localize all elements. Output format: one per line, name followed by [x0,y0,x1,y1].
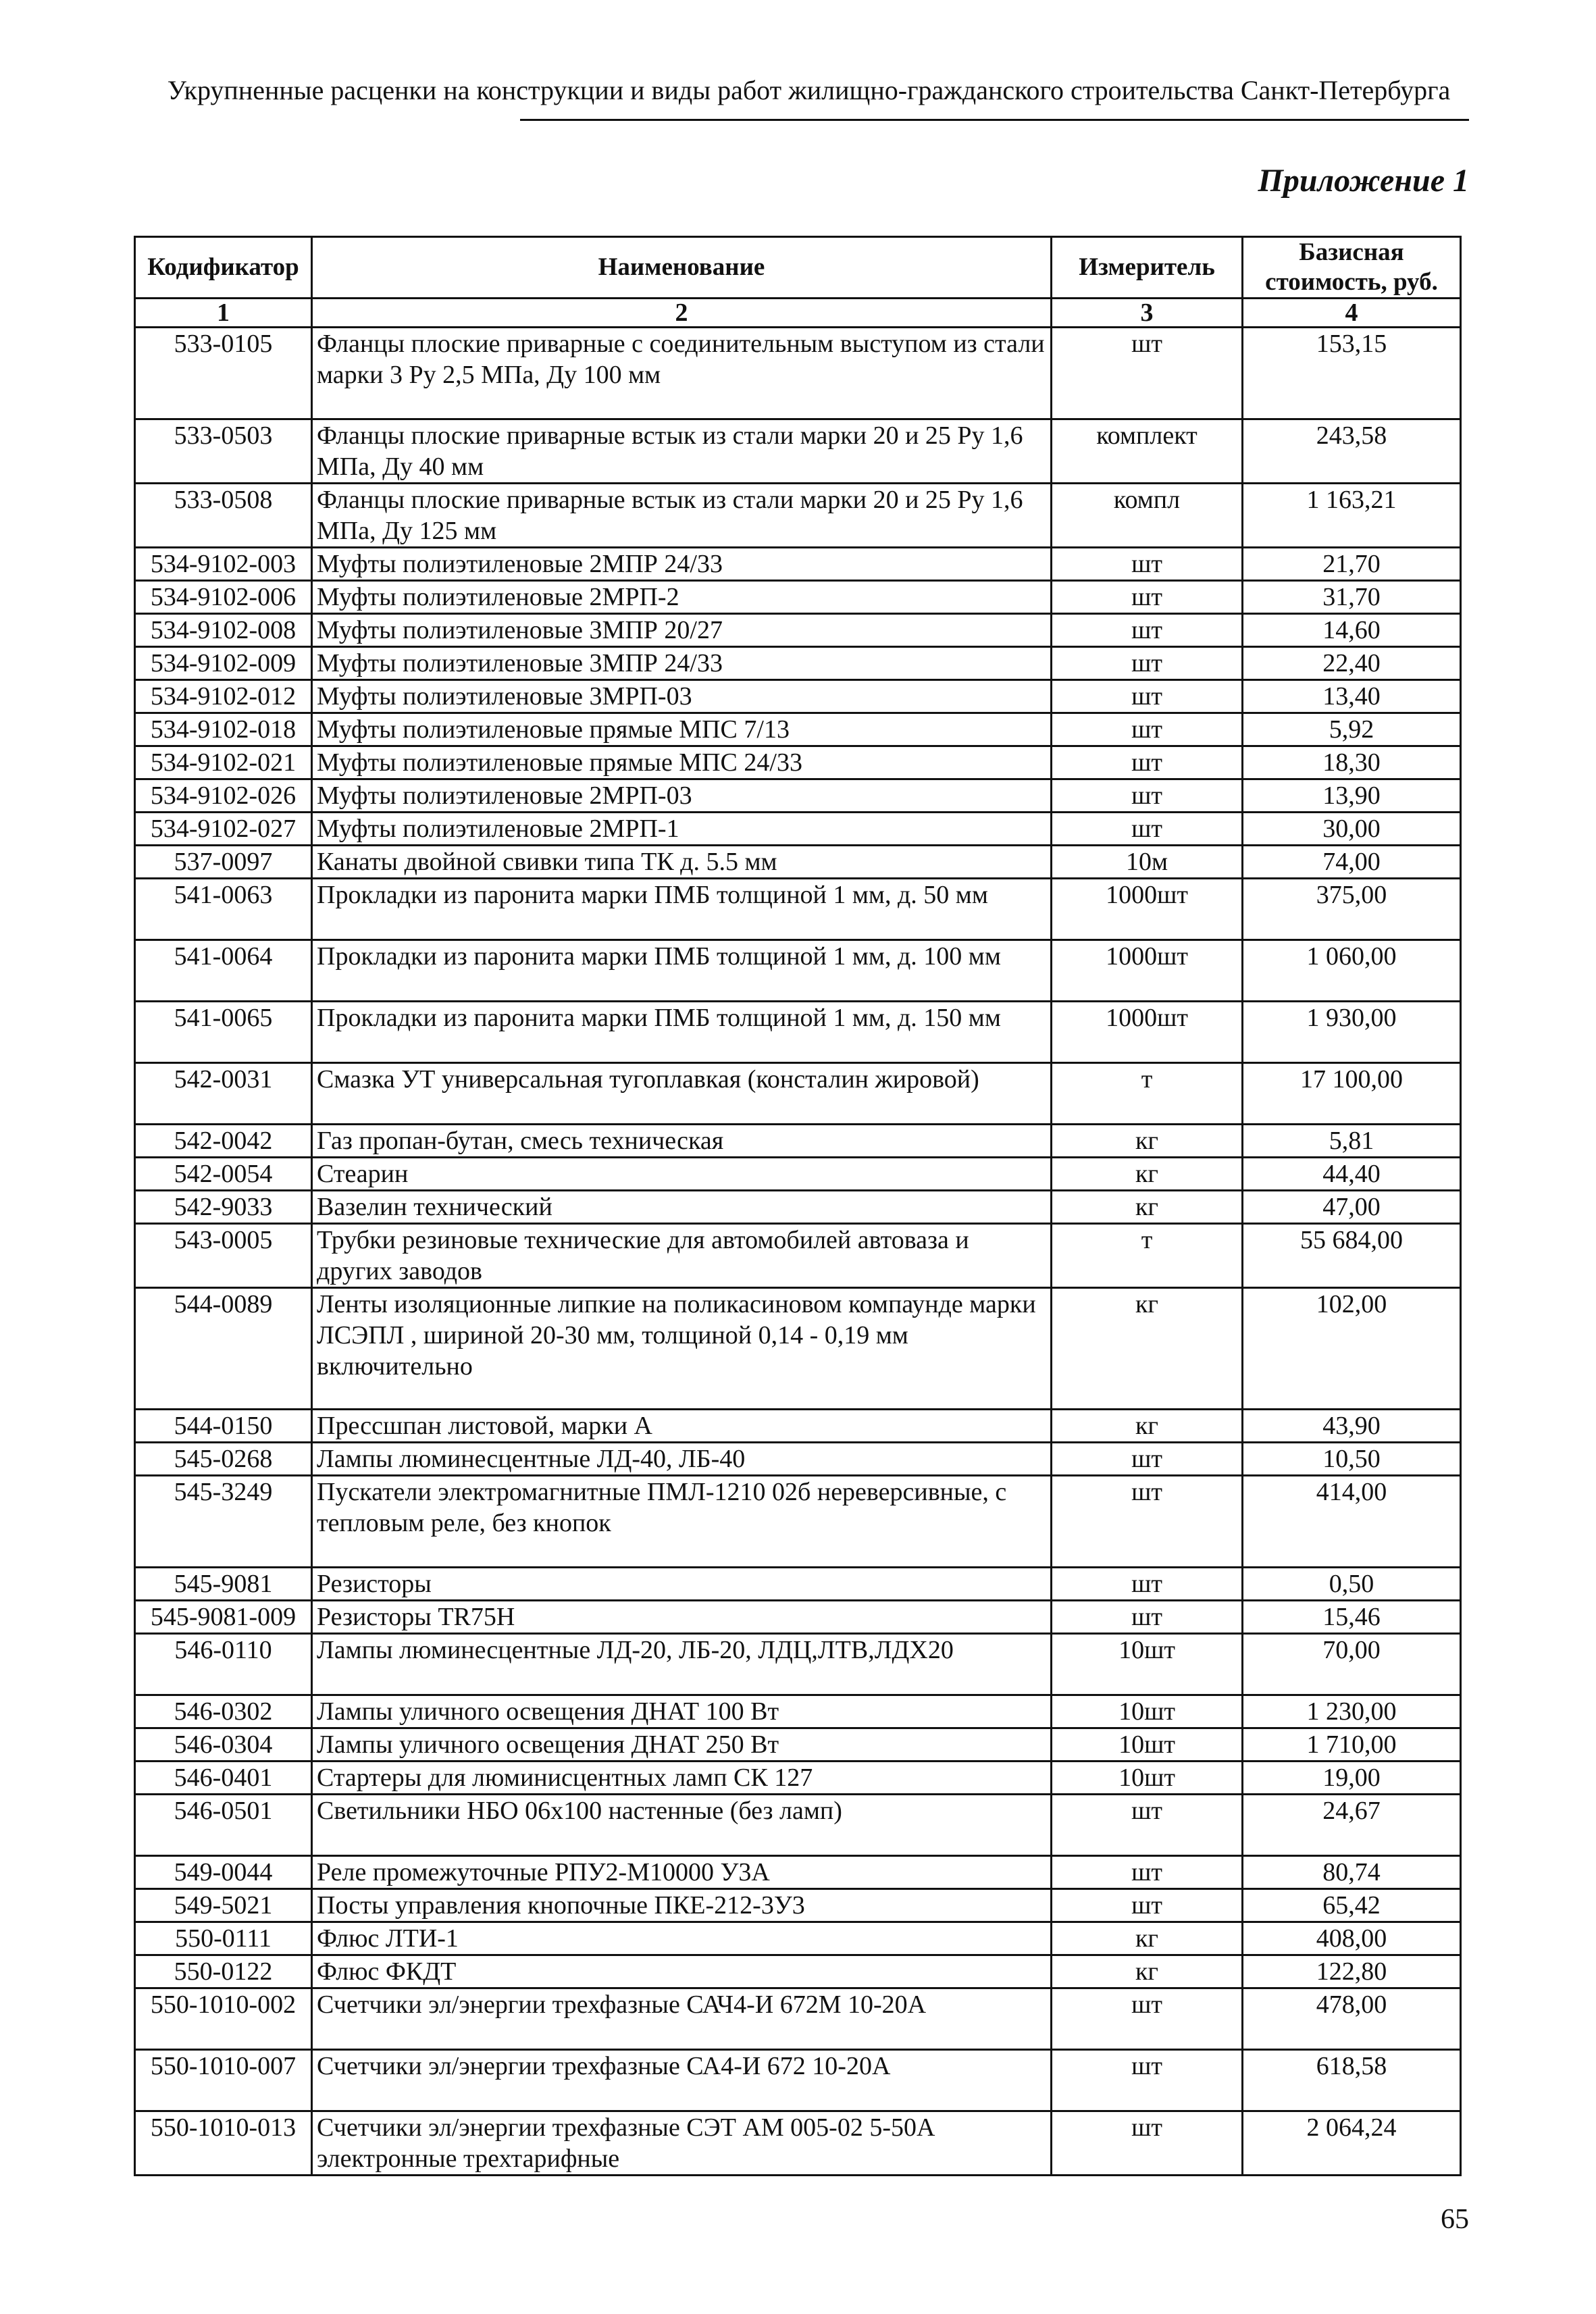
row-code: 550-0122 [135,1955,312,1988]
row-code: 550-0111 [135,1922,312,1955]
table-row [135,419,1461,484]
row-price: 31,70 [1243,581,1461,614]
row-name: Муфты полиэтиленовые 3МРП-03 [312,680,1052,713]
row-name: Ленты изоляционные липкие на поликасиновом компаунде марки ЛСЭПЛ , шириной 20-30 мм, толщиной 0,14 - 0,19 мм включительно [312,1288,1052,1410]
row-price: 1 230,00 [1243,1695,1461,1728]
table-row [135,1125,1461,1158]
row-unit: шт [1052,1443,1243,1476]
row-name: Прокладки из паронита марки ПМБ толщиной 1 мм, д. 150 мм [312,1002,1052,1063]
row-code: 546-0304 [135,1728,312,1762]
row-name: Муфты полиэтиленовые 2МРП-2 [312,581,1052,614]
row-unit: 1000шт [1052,940,1243,1002]
row-unit: кг [1052,1922,1243,1955]
row-price: 18,30 [1243,746,1461,779]
row-price: 47,00 [1243,1191,1461,1224]
row-price: 1 930,00 [1243,1002,1461,1063]
row-name: Муфты полиэтиленовые 2МРП-03 [312,779,1052,813]
price-table [134,236,1462,2176]
row-name: Резисторы TR75H [312,1601,1052,1634]
row-name: Газ пропан-бутан, смесь техническая [312,1125,1052,1158]
row-unit: кг [1052,1410,1243,1443]
row-unit: шт [1052,1856,1243,1889]
row-code: 542-9033 [135,1191,312,1224]
column-header-price: Базисная стоимость, руб. [1243,237,1461,299]
row-unit: шт [1052,813,1243,846]
row-unit: шт [1052,548,1243,581]
row-code: 533-0105 [135,328,312,419]
table-body [135,328,1461,2176]
row-price: 13,90 [1243,779,1461,813]
row-name: Трубки резиновые технические для автомобилей автоваза и других заводов [312,1224,1052,1288]
row-unit: кг [1052,1288,1243,1410]
row-unit: шт [1052,713,1243,746]
row-price: 408,00 [1243,1922,1461,1955]
row-price: 15,46 [1243,1601,1461,1634]
table-row [135,779,1461,813]
row-name: Лампы уличного освещения ДНАТ 250 Вт [312,1728,1052,1762]
row-name: Счетчики эл/энергии трехфазные СА4-И 672 10-20А [312,2050,1052,2111]
row-name: Прессшпан листовой, марки А [312,1410,1052,1443]
row-name: Стартеры для люминисцентных ламп СК 127 [312,1762,1052,1795]
row-name: Муфты полиэтиленовые 3МПР 24/33 [312,647,1052,680]
row-code: 545-9081-009 [135,1601,312,1634]
row-code: 542-0054 [135,1158,312,1191]
table-row [135,1288,1461,1410]
table-row [135,1889,1461,1922]
row-name: Лампы люминесцентные ЛД-20, ЛБ-20, ЛДЦ,ЛТВ,ЛДХ20 [312,1634,1052,1695]
row-code: 541-0065 [135,1002,312,1063]
row-unit: 10шт [1052,1634,1243,1695]
row-price: 618,58 [1243,2050,1461,2111]
row-code: 534-9102-008 [135,614,312,647]
row-name: Смазка УТ универсальная тугоплавкая (консталин жировой) [312,1063,1052,1125]
header-rule [520,119,1469,121]
row-unit: 10шт [1052,1695,1243,1728]
column-header-name: Наименование [312,237,1052,299]
row-name: Вазелин технический [312,1191,1052,1224]
row-price: 65,42 [1243,1889,1461,1922]
row-unit: т [1052,1224,1243,1288]
row-code: 533-0503 [135,419,312,484]
row-price: 414,00 [1243,1476,1461,1568]
row-price: 22,40 [1243,647,1461,680]
row-unit: т [1052,1063,1243,1125]
table-row [135,1601,1461,1634]
row-price: 0,50 [1243,1568,1461,1601]
row-unit: шт [1052,1795,1243,1856]
running-header: Укрупненные расценки на конструкции и виды работ жилищно-гражданского строительства Санкт-Петербурга [167,75,1451,105]
row-unit: шт [1052,2111,1243,2176]
row-name: Лампы уличного освещения ДНАТ 100 Вт [312,1695,1052,1728]
table-row [135,548,1461,581]
row-price: 478,00 [1243,1988,1461,2050]
table-row [135,1224,1461,1288]
row-name: Прокладки из паронита марки ПМБ толщиной 1 мм, д. 50 мм [312,879,1052,940]
table-row [135,713,1461,746]
table-row [135,1988,1461,2050]
row-price: 243,58 [1243,419,1461,484]
row-unit: 10м [1052,846,1243,879]
row-unit: шт [1052,779,1243,813]
row-unit: шт [1052,647,1243,680]
row-unit: кг [1052,1125,1243,1158]
row-code: 549-0044 [135,1856,312,1889]
table-row [135,1955,1461,1988]
table-row [135,581,1461,614]
row-unit: шт [1052,581,1243,614]
row-price: 5,92 [1243,713,1461,746]
row-name: Реле промежуточные РПУ2-М10000 У3А [312,1856,1052,1889]
row-code: 534-9102-027 [135,813,312,846]
row-name: Канаты двойной свивки типа ТК д. 5.5 мм [312,846,1052,879]
row-code: 546-0302 [135,1695,312,1728]
table-row [135,1410,1461,1443]
row-code: 541-0064 [135,940,312,1002]
row-code: 534-9102-021 [135,746,312,779]
row-code: 542-0031 [135,1063,312,1125]
table-row [135,614,1461,647]
column-number: 2 [312,299,1052,328]
row-price: 80,74 [1243,1856,1461,1889]
row-code: 550-1010-007 [135,2050,312,2111]
row-name: Посты управления кнопочные ПКЕ-212-3У3 [312,1889,1052,1922]
row-code: 549-5021 [135,1889,312,1922]
row-price: 10,50 [1243,1443,1461,1476]
row-price: 19,00 [1243,1762,1461,1795]
row-unit: 10шт [1052,1762,1243,1795]
row-name: Муфты полиэтиленовые прямые МПС 7/13 [312,713,1052,746]
row-name: Муфты полиэтиленовые 3МПР 20/27 [312,614,1052,647]
row-price: 122,80 [1243,1955,1461,1988]
row-code: 534-9102-012 [135,680,312,713]
row-name: Лампы люминесцентные ЛД-40, ЛБ-40 [312,1443,1052,1476]
row-price: 2 064,24 [1243,2111,1461,2176]
row-name: Фланцы плоские приварные встык из стали марки 20 и 25 Ру 1,6 МПа, Ду 125 мм [312,484,1052,548]
table-row [135,2111,1461,2176]
row-name: Флюс ЛТИ-1 [312,1922,1052,1955]
row-code: 541-0063 [135,879,312,940]
table-row [135,813,1461,846]
row-code: 546-0110 [135,1634,312,1695]
row-unit: 10шт [1052,1728,1243,1762]
row-name: Счетчики эл/энергии трехфазные САЧ4-И 672М 10-20А [312,1988,1052,2050]
row-name: Резисторы [312,1568,1052,1601]
table-row [135,1063,1461,1125]
row-unit: шт [1052,328,1243,419]
table-row [135,647,1461,680]
row-unit: кг [1052,1158,1243,1191]
row-price: 30,00 [1243,813,1461,846]
row-price: 1 710,00 [1243,1728,1461,1762]
table-row [135,1728,1461,1762]
row-name: Пускатели электромагнитные ПМЛ-1210 02б нереверсивные, с тепловым реле, без кнопок [312,1476,1052,1568]
row-price: 1 163,21 [1243,484,1461,548]
table-header-row [135,237,1461,299]
row-unit: компл [1052,484,1243,548]
row-code: 545-9081 [135,1568,312,1601]
table-row [135,846,1461,879]
table-row [135,1762,1461,1795]
row-unit: шт [1052,2050,1243,2111]
row-price: 14,60 [1243,614,1461,647]
table-row [135,879,1461,940]
row-unit: кг [1052,1955,1243,1988]
row-price: 13,40 [1243,680,1461,713]
column-number: 4 [1243,299,1461,328]
row-unit: кг [1052,1191,1243,1224]
row-price: 24,67 [1243,1795,1461,1856]
row-code: 545-0268 [135,1443,312,1476]
row-code: 546-0501 [135,1795,312,1856]
table-row [135,1568,1461,1601]
table-row [135,1922,1461,1955]
row-code: 544-0089 [135,1288,312,1410]
row-unit: шт [1052,614,1243,647]
row-unit: 1000шт [1052,879,1243,940]
row-unit: шт [1052,1568,1243,1601]
row-code: 533-0508 [135,484,312,548]
table-row [135,1856,1461,1889]
row-code: 537-0097 [135,846,312,879]
table-row [135,1158,1461,1191]
row-name: Флюс ФКДТ [312,1955,1052,1988]
row-price: 21,70 [1243,548,1461,581]
row-unit: шт [1052,746,1243,779]
row-price: 5,81 [1243,1125,1461,1158]
row-unit: комплект [1052,419,1243,484]
row-unit: шт [1052,1601,1243,1634]
row-code: 544-0150 [135,1410,312,1443]
row-price: 43,90 [1243,1410,1461,1443]
row-name: Муфты полиэтиленовые 2МРП-1 [312,813,1052,846]
table-row [135,484,1461,548]
table-row [135,1795,1461,1856]
row-name: Муфты полиэтиленовые 2МПР 24/33 [312,548,1052,581]
table-row [135,328,1461,419]
row-name: Стеарин [312,1158,1052,1191]
table-row [135,940,1461,1002]
table-row [135,1695,1461,1728]
column-header-code: Кодификатор [135,237,312,299]
table-row [135,2050,1461,2111]
column-number: 1 [135,299,312,328]
row-price: 375,00 [1243,879,1461,940]
appendix-label: Приложение 1 [1258,163,1469,199]
row-price: 1 060,00 [1243,940,1461,1002]
table-row [135,1443,1461,1476]
row-name: Фланцы плоские приварные встык из стали марки 20 и 25 Ру 1,6 МПа, Ду 40 мм [312,419,1052,484]
row-code: 534-9102-003 [135,548,312,581]
column-number: 3 [1052,299,1243,328]
row-price: 44,40 [1243,1158,1461,1191]
column-header-unit: Измеритель [1052,237,1243,299]
row-code: 550-1010-013 [135,2111,312,2176]
table-row [135,1191,1461,1224]
row-name: Фланцы плоские приварные с соединительным выступом из стали марки 3 Ру 2,5 МПа, Ду 100 мм [312,328,1052,419]
row-unit: 1000шт [1052,1002,1243,1063]
row-price: 70,00 [1243,1634,1461,1695]
column-number-row [135,299,1461,328]
row-name: Прокладки из паронита марки ПМБ толщиной 1 мм, д. 100 мм [312,940,1052,1002]
row-price: 17 100,00 [1243,1063,1461,1125]
row-price: 55 684,00 [1243,1224,1461,1288]
row-code: 534-9102-026 [135,779,312,813]
table-row [135,1476,1461,1568]
row-code: 534-9102-018 [135,713,312,746]
row-unit: шт [1052,1476,1243,1568]
row-code: 542-0042 [135,1125,312,1158]
row-code: 546-0401 [135,1762,312,1795]
row-code: 550-1010-002 [135,1988,312,2050]
row-code: 543-0005 [135,1224,312,1288]
row-code: 545-3249 [135,1476,312,1568]
row-unit: шт [1052,680,1243,713]
row-name: Счетчики эл/энергии трехфазные СЭТ АМ 005-02 5-50А электронные трехтарифные [312,2111,1052,2176]
row-unit: шт [1052,1988,1243,2050]
row-price: 102,00 [1243,1288,1461,1410]
page-number: 65 [1441,2204,1469,2235]
table-row [135,1002,1461,1063]
row-price: 74,00 [1243,846,1461,879]
table-row [135,1634,1461,1695]
row-code: 534-9102-006 [135,581,312,614]
table-row [135,680,1461,713]
row-code: 534-9102-009 [135,647,312,680]
table-row [135,746,1461,779]
row-name: Светильники НБО 06х100 настенные (без ламп) [312,1795,1052,1856]
row-unit: шт [1052,1889,1243,1922]
row-price: 153,15 [1243,328,1461,419]
row-name: Муфты полиэтиленовые прямые МПС 24/33 [312,746,1052,779]
